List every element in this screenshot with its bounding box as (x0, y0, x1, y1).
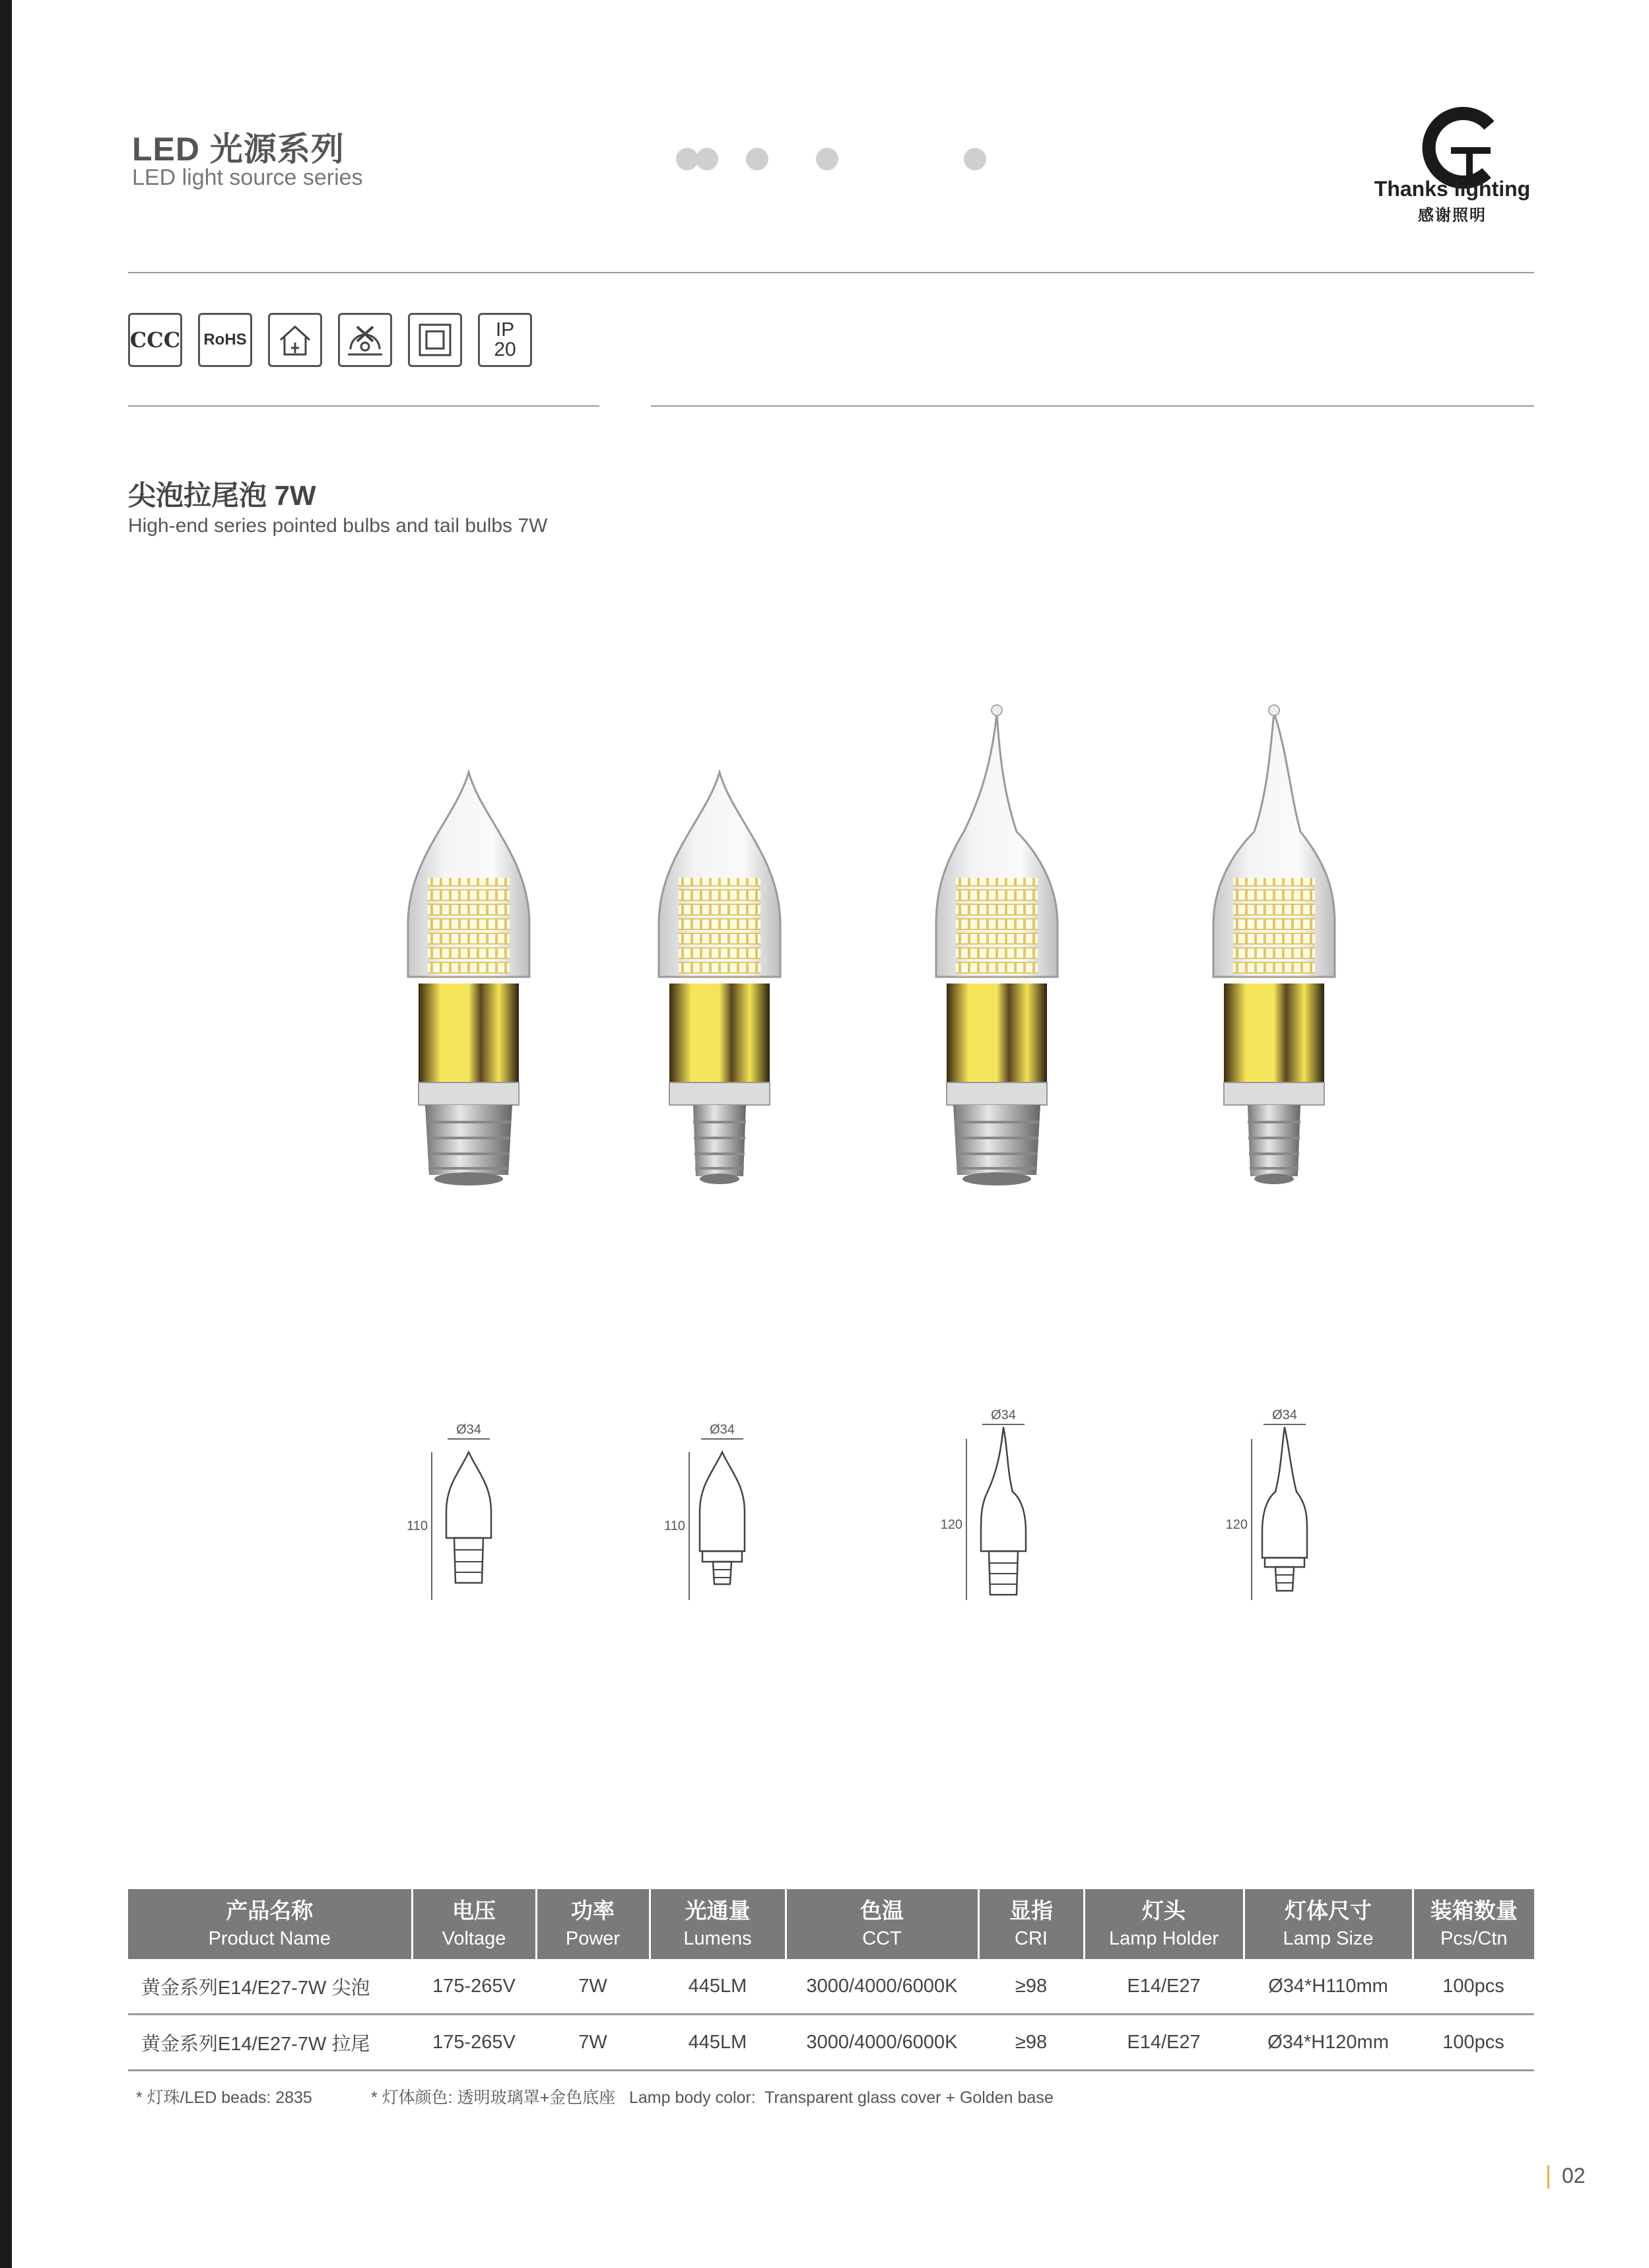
product-subtitle: High-end series pointed bulbs and tail bulbs 7W (128, 515, 548, 537)
dimension-height: 110 (664, 1519, 685, 1533)
dimension-diameter: Ø34 (1272, 1408, 1297, 1422)
table-cell: 445LM (650, 2015, 786, 2071)
ip20-cert-icon (478, 313, 532, 367)
bulb-pointed-e14 (659, 772, 780, 1184)
dimension-height: 120 (1225, 1518, 1248, 1532)
table-cell: Ø34*H120mm (1244, 2015, 1413, 2071)
table-cell: 7W (536, 2015, 650, 2071)
dimension-drawing (1226, 1408, 1307, 1600)
table-cell: Ø34*H110mm (1244, 1959, 1413, 2015)
decor-dot (816, 148, 838, 170)
header-pcs-ctn: 装箱数量 Pcs/Ctn (1413, 1889, 1534, 1959)
table-cell: 175-265V (412, 1959, 536, 2015)
table-cell: 黄金系列E14/E27-7W 拉尾 (128, 2015, 412, 2071)
ccc-cert-icon: CCC (128, 313, 182, 367)
rohs-cert-icon: RoHS (198, 313, 252, 367)
bulb-tail-e14 (1213, 705, 1335, 1184)
product-title: 尖泡拉尾泡 7W (128, 480, 316, 511)
note-lamp-body-color: * 灯体颜色: 透明玻璃罩+金色底座 Lamp body color: Transparent glass cover + Golden base (371, 2088, 1054, 2107)
dimension-diameter: Ø34 (456, 1422, 481, 1437)
table-cell: 100pcs (1413, 2015, 1534, 2071)
table-cell: E14/E27 (1084, 1959, 1244, 2015)
header-voltage: 电压 Voltage (412, 1889, 536, 1959)
table-row (128, 1959, 1534, 2015)
no-dimming-icon (338, 313, 392, 367)
header-power: 功率 Power (536, 1889, 650, 1959)
table-cell: ≥98 (978, 1959, 1084, 2015)
table-cell: 175-265V (412, 2015, 536, 2071)
table-cell: 7W (536, 1959, 650, 2015)
bulb-tail-e27 (936, 705, 1058, 1185)
dimension-drawings (396, 1399, 1347, 1617)
table-cell: 3000/4000/6000K (786, 2015, 978, 2071)
product-bulbs-illustration (370, 700, 1373, 1201)
table-cell: 100pcs (1413, 1959, 1534, 2015)
table-row (128, 2015, 1534, 2071)
dimension-height: 120 (940, 1518, 962, 1532)
decor-dot (696, 148, 718, 170)
spec-table (128, 1889, 1534, 2071)
table-cell: 445LM (650, 1959, 786, 2015)
table-cell: E14/E27 (1084, 2015, 1244, 2071)
header-cct: 色温 CCT (786, 1889, 978, 1959)
header-product-name: 产品名称 Product Name (128, 1889, 412, 1959)
page-number: 02 (1562, 2164, 1586, 2187)
class-ii-icon (408, 313, 462, 367)
table-header-row (128, 1889, 1534, 1959)
dimension-diameter: Ø34 (710, 1422, 735, 1437)
table-cell: 黄金系列E14/E27-7W 尖泡 (128, 1959, 412, 2015)
dimension-height: 110 (407, 1519, 428, 1533)
page-spine (0, 0, 12, 2268)
header-subtitle: LED light source series (132, 165, 363, 190)
note-led-beads: * 灯珠/LED beads: 2835 (136, 2088, 312, 2107)
cert-divider-left (128, 405, 599, 407)
cert-divider-right (651, 405, 1534, 407)
brand-name-cn: 感谢照明 (1418, 207, 1487, 224)
header-title: LED 光源系列 (132, 131, 345, 168)
bulb-pointed-e27 (408, 772, 529, 1185)
dimension-drawing (407, 1422, 491, 1600)
header-lumens: 光通量 Lumens (650, 1889, 786, 1959)
brand-name: Thanks lighting (1374, 177, 1531, 201)
indoor-use-icon (268, 313, 322, 367)
dimension-diameter: Ø34 (991, 1408, 1016, 1422)
header-divider (128, 272, 1534, 273)
table-cell: ≥98 (978, 2015, 1084, 2071)
decor-dot (676, 148, 698, 170)
decor-dot (746, 148, 768, 170)
dimension-drawing (664, 1422, 745, 1600)
table-cell: 3000/4000/6000K (786, 1959, 978, 2015)
dimension-drawing (941, 1408, 1026, 1600)
ip-value: 20 (494, 339, 516, 360)
page-number-accent (1547, 2165, 1549, 2189)
ip-label: IP (495, 319, 515, 341)
header-lamp-size: 灯体尺寸 Lamp Size (1244, 1889, 1413, 1959)
decor-dot (964, 148, 986, 170)
header-cri: 显指 CRI (978, 1889, 1084, 1959)
header-lamp-holder: 灯头 Lamp Holder (1084, 1889, 1244, 1959)
